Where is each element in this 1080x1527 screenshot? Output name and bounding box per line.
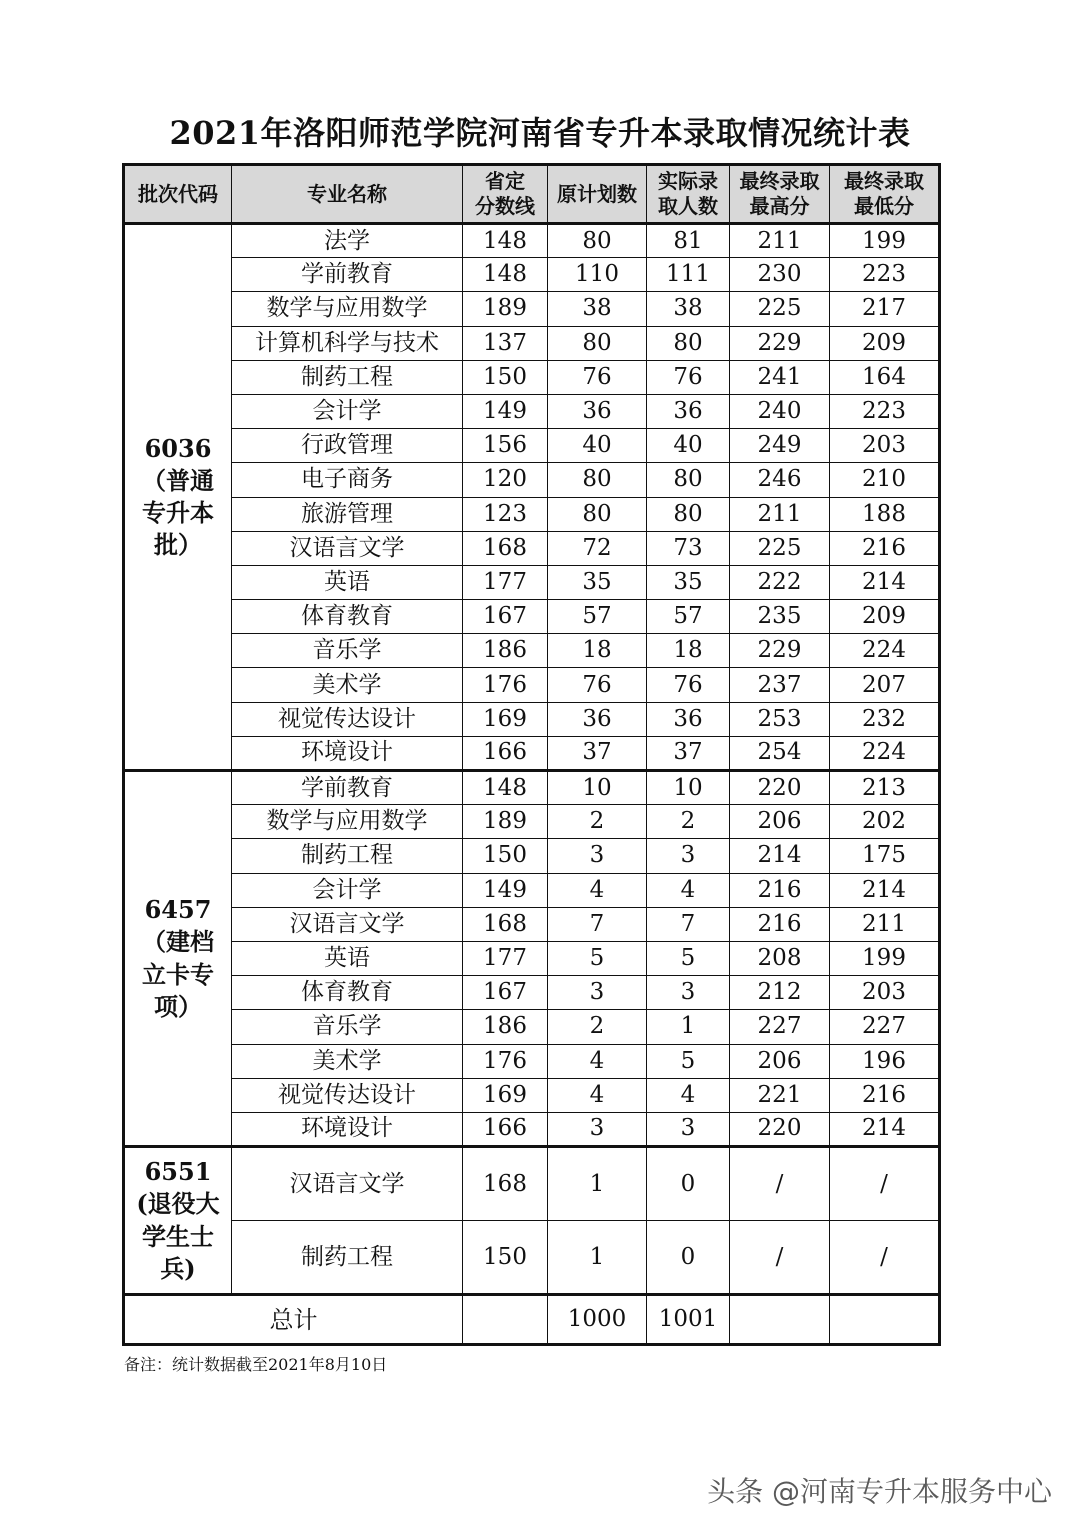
plan-cell: 72 xyxy=(548,531,647,565)
max-cell: 237 xyxy=(730,668,830,702)
header-text: 原计划数 xyxy=(557,181,637,206)
max-cell: 206 xyxy=(730,805,830,839)
max-cell: 211 xyxy=(730,497,830,531)
table-row xyxy=(124,976,940,1010)
major-cell: 行政管理 xyxy=(232,429,463,463)
header-cell xyxy=(730,165,830,224)
header-text: 最终录取 xyxy=(844,169,924,193)
min-cell: 232 xyxy=(830,702,940,736)
max-cell: 227 xyxy=(730,1010,830,1044)
plan-cell: 2 xyxy=(548,805,647,839)
major-cell: 法学 xyxy=(232,224,463,258)
admission-stats-table xyxy=(122,163,941,1346)
max-cell: 212 xyxy=(730,976,830,1010)
batch-code-text: 立卡专 xyxy=(142,959,214,989)
line-cell: 176 xyxy=(463,1044,548,1078)
header-text: 批次代码 xyxy=(138,181,218,206)
major-cell: 计算机科学与技术 xyxy=(232,326,463,360)
line-cell: 167 xyxy=(463,976,548,1010)
min-cell: 224 xyxy=(830,736,940,770)
min-cell: 217 xyxy=(830,292,940,326)
header-text: 实际录 xyxy=(658,169,718,193)
max-cell: 235 xyxy=(730,600,830,634)
line-cell: 120 xyxy=(463,463,548,497)
line-cell: 168 xyxy=(463,1147,548,1221)
plan-cell: 80 xyxy=(548,463,647,497)
major-cell: 环境设计 xyxy=(232,736,463,770)
header-cell xyxy=(232,165,463,224)
min-cell: 209 xyxy=(830,600,940,634)
header-text: 最高分 xyxy=(749,194,810,218)
table-row xyxy=(124,531,940,565)
max-cell: 229 xyxy=(730,326,830,360)
line-cell: 148 xyxy=(463,771,548,805)
total-max-cell xyxy=(730,1295,830,1345)
actual-cell: 40 xyxy=(647,429,730,463)
plan-cell: 76 xyxy=(548,360,647,394)
table-row xyxy=(124,634,940,668)
table-row xyxy=(124,1147,940,1221)
actual-cell: 18 xyxy=(647,634,730,668)
header-text: 专业名称 xyxy=(307,181,387,206)
min-cell: 214 xyxy=(830,873,940,907)
actual-cell: 111 xyxy=(647,258,730,292)
major-cell: 视觉传达设计 xyxy=(232,702,463,736)
max-cell: 220 xyxy=(730,771,830,805)
major-cell: 旅游管理 xyxy=(232,497,463,531)
max-cell: 230 xyxy=(730,258,830,292)
max-cell: 222 xyxy=(730,565,830,599)
actual-cell: 5 xyxy=(647,1044,730,1078)
table-row xyxy=(124,1044,940,1078)
plan-cell: 36 xyxy=(548,702,647,736)
line-cell: 123 xyxy=(463,497,548,531)
line-cell: 176 xyxy=(463,668,548,702)
max-cell: 249 xyxy=(730,429,830,463)
major-cell: 制药工程 xyxy=(232,839,463,873)
min-cell: 214 xyxy=(830,1112,940,1146)
table-row xyxy=(124,873,940,907)
min-cell: 203 xyxy=(830,429,940,463)
major-cell: 音乐学 xyxy=(232,1010,463,1044)
batch-group xyxy=(124,1147,940,1295)
line-cell: 169 xyxy=(463,1078,548,1112)
min-cell: / xyxy=(830,1221,940,1295)
total-min-cell xyxy=(830,1295,940,1345)
min-cell: 214 xyxy=(830,565,940,599)
line-cell: 137 xyxy=(463,326,548,360)
max-cell: 208 xyxy=(730,941,830,975)
major-cell: 环境设计 xyxy=(232,1112,463,1146)
major-cell: 体育教育 xyxy=(232,600,463,634)
major-cell: 电子商务 xyxy=(232,463,463,497)
min-cell: 202 xyxy=(830,805,940,839)
major-cell: 会计学 xyxy=(232,873,463,907)
min-cell: 196 xyxy=(830,1044,940,1078)
header-text: 最终录取 xyxy=(739,169,820,193)
max-cell: / xyxy=(730,1147,830,1221)
actual-cell: 1 xyxy=(647,1010,730,1044)
min-cell: / xyxy=(830,1147,940,1221)
table-row xyxy=(124,292,940,326)
plan-cell: 57 xyxy=(548,600,647,634)
actual-cell: 3 xyxy=(647,976,730,1010)
major-cell: 视觉传达设计 xyxy=(232,1078,463,1112)
batch-code-cell xyxy=(124,224,232,771)
total-section xyxy=(124,1295,940,1345)
plan-cell: 37 xyxy=(548,736,647,770)
line-cell: 148 xyxy=(463,224,548,258)
table-header xyxy=(124,165,940,224)
table-row xyxy=(124,1221,940,1295)
max-cell: 225 xyxy=(730,531,830,565)
max-cell: 240 xyxy=(730,394,830,428)
table-row xyxy=(124,1010,940,1044)
table-row xyxy=(124,600,940,634)
table-row xyxy=(124,497,940,531)
major-cell: 音乐学 xyxy=(232,634,463,668)
header-cell xyxy=(647,165,730,224)
actual-cell: 38 xyxy=(647,292,730,326)
batch-code-text: 专升本 xyxy=(142,498,214,527)
min-cell: 207 xyxy=(830,668,940,702)
max-cell: 253 xyxy=(730,702,830,736)
major-cell: 汉语言文学 xyxy=(232,531,463,565)
plan-cell: 76 xyxy=(548,668,647,702)
batch-code-text: 兵) xyxy=(160,1253,196,1283)
batch-code-text: 项） xyxy=(154,991,202,1021)
max-cell: 216 xyxy=(730,907,830,941)
batch-group xyxy=(124,771,940,1147)
plan-cell: 18 xyxy=(548,634,647,668)
line-cell: 150 xyxy=(463,839,548,873)
header-cell xyxy=(830,165,940,224)
plan-cell: 4 xyxy=(548,1078,647,1112)
table-row xyxy=(124,736,940,770)
batch-code-text: (退役大 xyxy=(136,1189,220,1219)
min-cell: 209 xyxy=(830,326,940,360)
line-cell: 189 xyxy=(463,292,548,326)
actual-cell: 4 xyxy=(647,1078,730,1112)
actual-cell: 35 xyxy=(647,565,730,599)
plan-cell: 7 xyxy=(548,907,647,941)
header-text: 最低分 xyxy=(854,194,914,218)
plan-cell: 38 xyxy=(548,292,647,326)
min-cell: 210 xyxy=(830,463,940,497)
major-cell: 制药工程 xyxy=(232,1221,463,1295)
actual-cell: 2 xyxy=(647,805,730,839)
actual-cell: 76 xyxy=(647,668,730,702)
major-cell: 美术学 xyxy=(232,668,463,702)
actual-cell: 73 xyxy=(647,531,730,565)
max-cell: 225 xyxy=(730,292,830,326)
actual-cell: 37 xyxy=(647,736,730,770)
line-cell: 189 xyxy=(463,805,548,839)
actual-cell: 5 xyxy=(647,941,730,975)
actual-cell: 7 xyxy=(647,907,730,941)
plan-cell: 5 xyxy=(548,941,647,975)
min-cell: 213 xyxy=(830,771,940,805)
min-cell: 211 xyxy=(830,907,940,941)
total-plan-cell: 1000 xyxy=(548,1295,647,1345)
batch-group xyxy=(124,224,940,771)
table-row xyxy=(124,1078,940,1112)
major-cell: 会计学 xyxy=(232,394,463,428)
min-cell: 223 xyxy=(830,394,940,428)
line-cell: 150 xyxy=(463,1221,548,1295)
header-cell xyxy=(548,165,647,224)
major-cell: 制药工程 xyxy=(232,360,463,394)
actual-cell: 80 xyxy=(647,326,730,360)
table-row xyxy=(124,429,940,463)
plan-cell: 35 xyxy=(548,565,647,599)
max-cell: / xyxy=(730,1221,830,1295)
table-row xyxy=(124,394,940,428)
min-cell: 223 xyxy=(830,258,940,292)
plan-cell: 3 xyxy=(548,1112,647,1146)
max-cell: 216 xyxy=(730,873,830,907)
min-cell: 188 xyxy=(830,497,940,531)
min-cell: 216 xyxy=(830,531,940,565)
line-cell: 177 xyxy=(463,941,548,975)
table-row xyxy=(124,565,940,599)
document-title: 2021年洛阳师范学院河南省专升本录取情况统计表 xyxy=(169,114,911,152)
max-cell: 254 xyxy=(730,736,830,770)
line-cell: 186 xyxy=(463,1010,548,1044)
plan-cell: 4 xyxy=(548,873,647,907)
header-text: 省定 xyxy=(485,169,525,193)
table-row xyxy=(124,702,940,736)
batch-code-text: 批） xyxy=(154,530,202,560)
header-text: 分数线 xyxy=(475,194,535,218)
plan-cell: 36 xyxy=(548,394,647,428)
max-cell: 211 xyxy=(730,224,830,258)
min-cell: 203 xyxy=(830,976,940,1010)
plan-cell: 40 xyxy=(548,429,647,463)
max-cell: 206 xyxy=(730,1044,830,1078)
header-row xyxy=(124,165,940,224)
batch-code-text: 学生士 xyxy=(142,1221,214,1251)
table-row xyxy=(124,1112,940,1146)
actual-cell: 80 xyxy=(647,497,730,531)
major-cell: 英语 xyxy=(232,941,463,975)
actual-cell: 36 xyxy=(647,394,730,428)
max-cell: 246 xyxy=(730,463,830,497)
plan-cell: 80 xyxy=(548,497,647,531)
header-text: 取人数 xyxy=(658,194,718,218)
watermark: 头条 @河南专升本服务中心 xyxy=(707,1475,1052,1508)
line-cell: 149 xyxy=(463,394,548,428)
actual-cell: 0 xyxy=(647,1147,730,1221)
plan-cell: 2 xyxy=(548,1010,647,1044)
major-cell: 英语 xyxy=(232,565,463,599)
batch-code-cell xyxy=(124,1147,232,1295)
line-cell: 150 xyxy=(463,360,548,394)
actual-cell: 0 xyxy=(647,1221,730,1295)
line-cell: 168 xyxy=(463,531,548,565)
min-cell: 164 xyxy=(830,360,940,394)
plan-cell: 110 xyxy=(548,258,647,292)
table-row xyxy=(124,668,940,702)
line-cell: 149 xyxy=(463,873,548,907)
plan-cell: 3 xyxy=(548,976,647,1010)
major-cell: 汉语言文学 xyxy=(232,907,463,941)
table-row xyxy=(124,258,940,292)
max-cell: 229 xyxy=(730,634,830,668)
batch-code-text: 6551 xyxy=(144,1157,212,1187)
min-cell: 227 xyxy=(830,1010,940,1044)
plan-cell: 80 xyxy=(548,224,647,258)
table-row xyxy=(124,360,940,394)
batch-code-text: 6457 xyxy=(144,895,212,925)
actual-cell: 3 xyxy=(647,839,730,873)
batch-code-text: 6036 xyxy=(144,433,212,463)
table-row xyxy=(124,771,940,805)
actual-cell: 57 xyxy=(647,600,730,634)
table-row xyxy=(124,463,940,497)
header-cell xyxy=(463,165,548,224)
min-cell: 199 xyxy=(830,941,940,975)
line-cell: 166 xyxy=(463,1112,548,1146)
plan-cell: 10 xyxy=(548,771,647,805)
batch-code-cell xyxy=(124,771,232,1147)
total-label: 总计 xyxy=(124,1295,463,1345)
actual-cell: 4 xyxy=(647,873,730,907)
major-cell: 美术学 xyxy=(232,1044,463,1078)
major-cell: 学前教育 xyxy=(232,258,463,292)
actual-cell: 10 xyxy=(647,771,730,805)
major-cell: 学前教育 xyxy=(232,771,463,805)
min-cell: 199 xyxy=(830,224,940,258)
major-cell: 数学与应用数学 xyxy=(232,292,463,326)
line-cell: 168 xyxy=(463,907,548,941)
min-cell: 224 xyxy=(830,634,940,668)
major-cell: 汉语言文学 xyxy=(232,1147,463,1221)
max-cell: 220 xyxy=(730,1112,830,1146)
line-cell: 166 xyxy=(463,736,548,770)
total-line-cell xyxy=(463,1295,548,1345)
actual-cell: 36 xyxy=(647,702,730,736)
max-cell: 214 xyxy=(730,839,830,873)
total-actual-cell: 1001 xyxy=(647,1295,730,1345)
line-cell: 148 xyxy=(463,258,548,292)
table-row xyxy=(124,326,940,360)
actual-cell: 3 xyxy=(647,1112,730,1146)
table-row xyxy=(124,941,940,975)
table-row xyxy=(124,805,940,839)
major-cell: 数学与应用数学 xyxy=(232,805,463,839)
table-row xyxy=(124,839,940,873)
batch-code-text: （普通 xyxy=(142,465,214,495)
footnote: 备注：统计数据截至2021年8月10日 xyxy=(124,1355,388,1374)
plan-cell: 80 xyxy=(548,326,647,360)
plan-cell: 3 xyxy=(548,839,647,873)
max-cell: 241 xyxy=(730,360,830,394)
line-cell: 186 xyxy=(463,634,548,668)
plan-cell: 1 xyxy=(548,1221,647,1295)
plan-cell: 4 xyxy=(548,1044,647,1078)
table-row xyxy=(124,907,940,941)
total-row xyxy=(124,1295,940,1345)
min-cell: 216 xyxy=(830,1078,940,1112)
line-cell: 167 xyxy=(463,600,548,634)
actual-cell: 76 xyxy=(647,360,730,394)
line-cell: 169 xyxy=(463,702,548,736)
major-cell: 体育教育 xyxy=(232,976,463,1010)
line-cell: 177 xyxy=(463,565,548,599)
line-cell: 156 xyxy=(463,429,548,463)
max-cell: 221 xyxy=(730,1078,830,1112)
min-cell: 175 xyxy=(830,839,940,873)
actual-cell: 81 xyxy=(647,224,730,258)
plan-cell: 1 xyxy=(548,1147,647,1221)
table-row xyxy=(124,224,940,258)
batch-code-text: （建档 xyxy=(142,927,214,957)
actual-cell: 80 xyxy=(647,463,730,497)
header-cell xyxy=(124,165,232,224)
